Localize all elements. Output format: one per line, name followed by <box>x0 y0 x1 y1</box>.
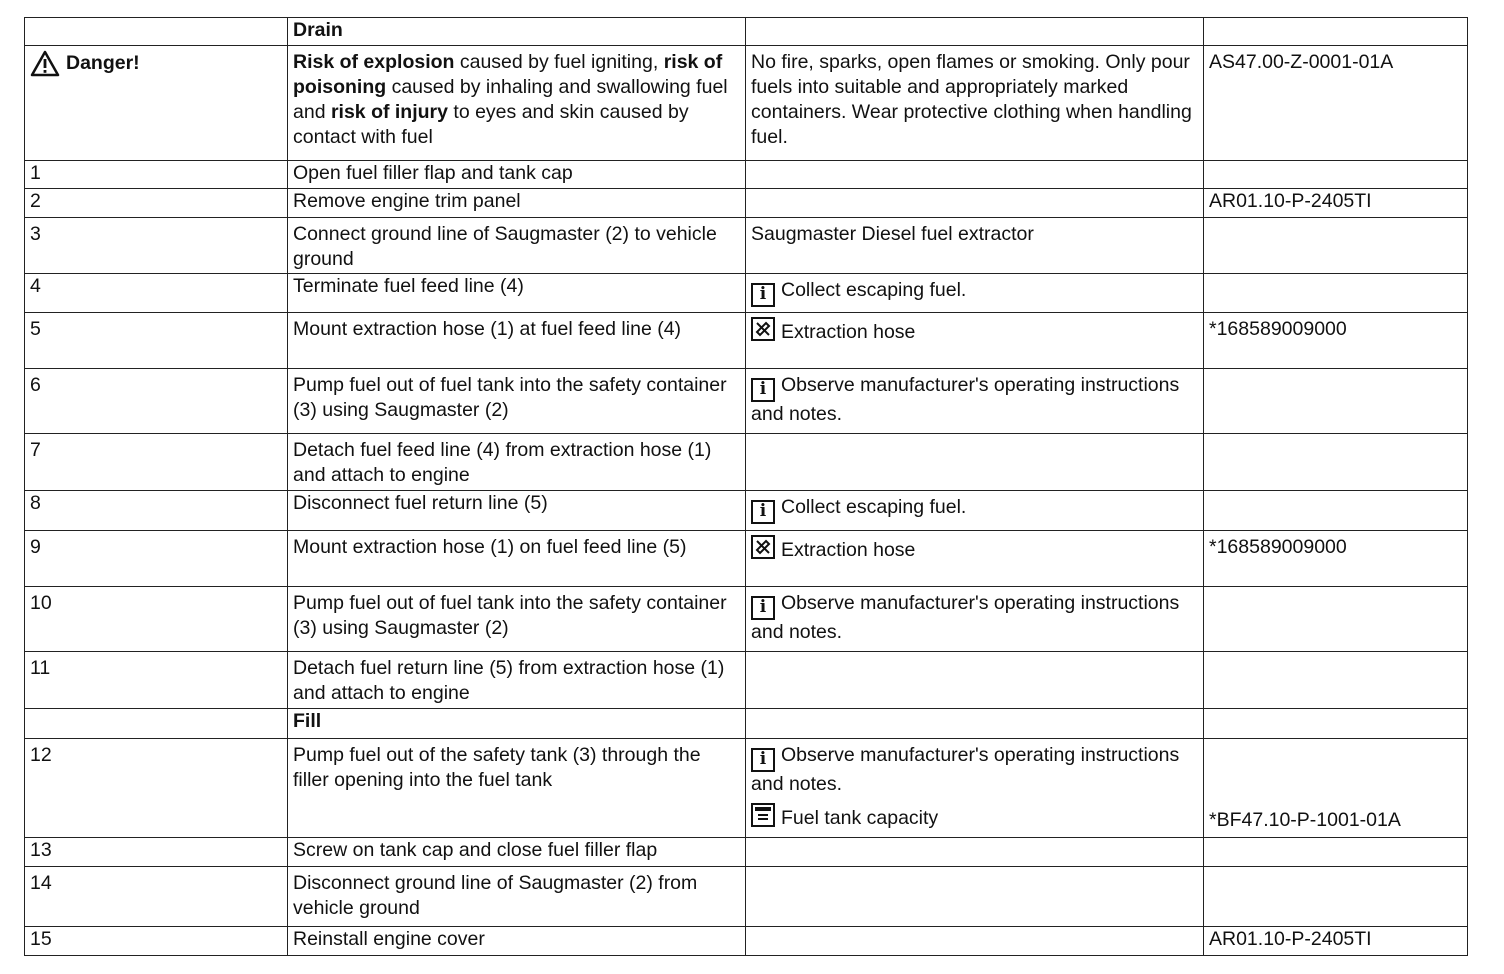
step-number: 14 <box>25 867 288 927</box>
step-action: Detach fuel feed line (4) from extraction hose (1) and attach to engine <box>288 434 746 491</box>
step-action: Terminate fuel feed line (4) <box>288 274 746 313</box>
risk-injury: risk of injury <box>330 101 448 123</box>
step-note: Extraction hose <box>781 321 916 343</box>
step-action: Connect ground line of Saugmaster (2) to vehicle ground <box>288 218 746 274</box>
step-number: 15 <box>25 927 288 956</box>
specification-icon <box>751 803 775 827</box>
step-row <box>25 369 1468 434</box>
step-note: Collect escaping fuel. <box>781 496 967 518</box>
danger-row <box>25 46 1468 161</box>
step-row <box>25 739 1468 838</box>
step-number: 11 <box>25 652 288 709</box>
step-number: 6 <box>25 369 288 434</box>
step-note: Observe manufacturer's operating instructions and notes. <box>751 744 1180 795</box>
empty-cell <box>1204 709 1468 739</box>
step-number: 5 <box>25 313 288 369</box>
risk-explosion-text: caused by fuel igniting, <box>454 51 659 73</box>
risk-poisoning: risk of poisoning <box>293 51 723 98</box>
section-title-fill: Fill <box>288 709 746 739</box>
step-ref <box>1204 369 1468 434</box>
step-row <box>25 189 1468 218</box>
step-ref: *168589009000 <box>1204 531 1468 587</box>
step-note-cell <box>746 587 1204 652</box>
risk-explosion: Risk of explosion <box>293 51 455 73</box>
step-action: Pump fuel out of the safety tank (3) through the filler opening into the fuel tank <box>288 739 746 838</box>
section-row-drain <box>25 18 1468 46</box>
step-note: Observe manufacturer's operating instructions and notes. <box>751 374 1180 425</box>
step-action: Reinstall engine cover <box>288 927 746 956</box>
step-action: Disconnect ground line of Saugmaster (2) from vehicle ground <box>288 867 746 927</box>
step-note <box>746 161 1204 189</box>
step-note-cell <box>746 369 1204 434</box>
step-note <box>746 434 1204 491</box>
step-number: 4 <box>25 274 288 313</box>
danger-label-cell <box>25 46 288 161</box>
step-ref <box>1204 838 1468 867</box>
step-ref: AR01.10-P-2405TI <box>1204 927 1468 956</box>
danger-ref: AS47.00-Z-0001-01A <box>1204 46 1468 161</box>
step-ref <box>1204 587 1468 652</box>
step-note <box>746 838 1204 867</box>
step-action: Mount extraction hose (1) on fuel feed line (5) <box>288 531 746 587</box>
warning-triangle-icon <box>30 50 60 77</box>
section-title-drain: Drain <box>288 18 746 46</box>
step-number: 7 <box>25 434 288 491</box>
step-row <box>25 531 1468 587</box>
step-ref <box>1204 434 1468 491</box>
step-number: 13 <box>25 838 288 867</box>
step-note-cell <box>746 313 1204 369</box>
step-row <box>25 867 1468 927</box>
empty-cell <box>1204 18 1468 46</box>
step-ref <box>1204 491 1468 531</box>
info-icon: i <box>751 596 775 620</box>
info-icon: i <box>751 283 775 307</box>
capacity-note <box>751 803 1198 831</box>
step-number: 8 <box>25 491 288 531</box>
step-action: Detach fuel return line (5) from extraction hose (1) and attach to engine <box>288 652 746 709</box>
risk-injury-text: to eyes and skin caused by contact with fuel <box>293 101 689 148</box>
step-row <box>25 652 1468 709</box>
step-note: Observe manufacturer's operating instructions and notes. <box>751 592 1180 643</box>
step-row <box>25 274 1468 313</box>
step-note <box>746 867 1204 927</box>
step-row <box>25 434 1468 491</box>
step-action: Pump fuel out of fuel tank into the safety container (3) using Saugmaster (2) <box>288 587 746 652</box>
step-number: 10 <box>25 587 288 652</box>
empty-cell <box>746 709 1204 739</box>
procedure-table <box>24 17 1468 956</box>
step-ref: *168589009000 <box>1204 313 1468 369</box>
step-note-cell <box>746 531 1204 587</box>
danger-measures: No fire, sparks, open flames or smoking. Only pour fuels into suitable and appropriately marked containers. Wear protective clothing when handling fuel. <box>746 46 1204 161</box>
step-row <box>25 161 1468 189</box>
step-note <box>746 927 1204 956</box>
step-ref <box>1204 161 1468 189</box>
step-number: 9 <box>25 531 288 587</box>
step-note-cell <box>746 491 1204 531</box>
step-action: Screw on tank cap and close fuel filler flap <box>288 838 746 867</box>
special-tool-icon <box>751 535 775 559</box>
step-action: Open fuel filler flap and tank cap <box>288 161 746 189</box>
step-note <box>746 189 1204 218</box>
step-action: Pump fuel out of fuel tank into the safety container (3) using Saugmaster (2) <box>288 369 746 434</box>
step-action: Disconnect fuel return line (5) <box>288 491 746 531</box>
step-number: 12 <box>25 739 288 838</box>
step-note-cell <box>746 274 1204 313</box>
info-icon: i <box>751 500 775 524</box>
step-row <box>25 313 1468 369</box>
step-action: Mount extraction hose (1) at fuel feed line (4) <box>288 313 746 369</box>
step-ref <box>1204 274 1468 313</box>
step-row <box>25 838 1468 867</box>
step-number: 2 <box>25 189 288 218</box>
risk-poisoning-text: caused by inhaling and swallowing fuel and <box>293 76 728 123</box>
step-action: Remove engine trim panel <box>288 189 746 218</box>
step-note-cell <box>746 739 1204 838</box>
info-icon: i <box>751 378 775 402</box>
step-row <box>25 218 1468 274</box>
special-tool-icon <box>751 317 775 341</box>
step-ref-cell <box>1204 739 1468 838</box>
section-row-fill <box>25 709 1468 739</box>
step-ref: *BF47.10-P-1001-01A <box>1209 809 1401 831</box>
danger-risk-cell <box>288 46 746 161</box>
step-ref <box>1204 652 1468 709</box>
step-note: Saugmaster Diesel fuel extractor <box>746 218 1204 274</box>
step-note: Extraction hose <box>781 539 916 561</box>
info-icon: i <box>751 748 775 772</box>
empty-cell <box>25 709 288 739</box>
step-number: 1 <box>25 161 288 189</box>
danger-text: Danger! <box>66 52 140 74</box>
empty-cell <box>746 18 1204 46</box>
step-note: Collect escaping fuel. <box>781 279 967 301</box>
danger-label <box>30 50 140 77</box>
step-ref <box>1204 867 1468 927</box>
step-row <box>25 491 1468 531</box>
step-number: 3 <box>25 218 288 274</box>
step-ref <box>1204 218 1468 274</box>
step-note-2: Fuel tank capacity <box>781 807 939 829</box>
step-ref: AR01.10-P-2405TI <box>1204 189 1468 218</box>
step-note <box>746 652 1204 709</box>
empty-cell <box>25 18 288 46</box>
step-row <box>25 587 1468 652</box>
step-row <box>25 927 1468 956</box>
